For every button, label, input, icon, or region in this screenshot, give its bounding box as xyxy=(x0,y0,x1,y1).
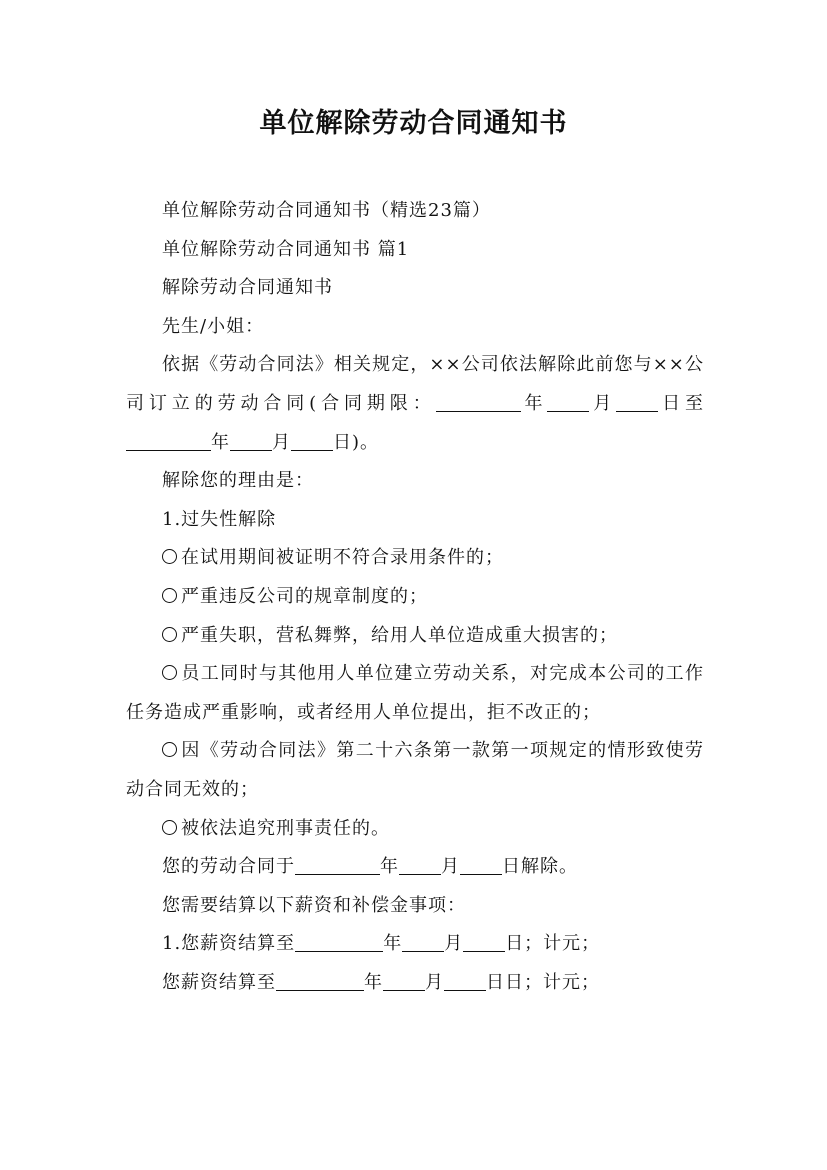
circle-bullet-icon xyxy=(162,820,177,835)
circle-bullet-icon xyxy=(162,627,177,642)
settlement-suffix: 日日；计元； xyxy=(486,971,600,993)
blank-line xyxy=(399,856,441,875)
label-year: 年 xyxy=(380,856,399,878)
reason-item-text: 在试用期间被证明不符合录用条件的； xyxy=(181,547,504,569)
termination-date-line xyxy=(126,848,704,887)
label-day-to: 日至 xyxy=(658,392,704,414)
reason-item-text: 因《劳动合同法》第二十六条第一款第一项规定的情形致使劳动合同无效的； xyxy=(126,740,704,800)
reason-heading: 1.过失性解除 xyxy=(162,508,277,530)
blank-line xyxy=(444,972,486,991)
label-month: 月 xyxy=(444,933,464,955)
blank-line xyxy=(295,856,380,875)
reason-item xyxy=(126,539,704,578)
reason-item-text: 严重失职，营私舞弊，给用人单位造成重大损害的； xyxy=(181,624,618,646)
blank-line xyxy=(383,972,425,991)
blank-line xyxy=(295,933,383,952)
reason-item-text: 被依法追究刑事责任的。 xyxy=(181,817,390,839)
section-heading: 单位解除劳动合同通知书 篇1 xyxy=(162,238,410,260)
reason-item xyxy=(126,655,704,732)
label-month: 月 xyxy=(425,971,444,993)
blank-line xyxy=(616,393,658,412)
settlement-text: 您薪资结算至 xyxy=(162,971,276,993)
notice-heading: 解除劳动合同通知书 xyxy=(162,277,333,299)
termination-text: 您的劳动合同于 xyxy=(162,856,295,878)
contract-paragraph xyxy=(126,346,704,462)
blank-line xyxy=(276,972,364,991)
blank-line xyxy=(230,432,272,451)
settlement-suffix: 日；计元； xyxy=(505,933,601,955)
blank-line xyxy=(463,933,505,952)
reason-item xyxy=(126,617,704,656)
intro-line: 单位解除劳动合同通知书（精选23篇） xyxy=(162,200,491,221)
label-year: 年 xyxy=(520,392,548,414)
circle-bullet-icon xyxy=(162,742,177,757)
salutation: 先生/小姐： xyxy=(162,315,265,337)
reason-item xyxy=(126,578,704,617)
blank-line xyxy=(126,432,211,451)
blank-line xyxy=(402,933,444,952)
settlement-line-1 xyxy=(126,925,704,964)
reason-item xyxy=(126,810,704,849)
termination-suffix: 日解除。 xyxy=(502,856,578,878)
reason-item-text: 员工同时与其他用人单位建立劳动关系，对完成本公司的工作任务造成严重影响，或者经用人单位提出，拒不改正的； xyxy=(126,663,704,723)
contract-text: 依据《劳动合同法》相关规定，××公司依法解除此前您与××公司订立的劳动合同(合同期限： xyxy=(126,354,704,414)
blank-line xyxy=(436,393,521,412)
label-month: 月 xyxy=(441,856,460,878)
label-year: 年 xyxy=(211,431,230,453)
circle-bullet-icon xyxy=(162,588,177,603)
label-year: 年 xyxy=(383,933,403,955)
circle-bullet-icon xyxy=(162,549,177,564)
settlement-line-2 xyxy=(126,964,704,1003)
reason-item xyxy=(126,732,704,809)
blank-line xyxy=(460,856,502,875)
document-body xyxy=(126,192,704,1002)
blank-line xyxy=(547,393,589,412)
settlement-intro: 您需要结算以下薪资和补偿金事项： xyxy=(162,894,466,916)
document-title: 单位解除劳动合同通知书 xyxy=(259,108,568,139)
label-day-end: 日)。 xyxy=(333,431,380,453)
reason-intro: 解除您的理由是： xyxy=(162,470,314,492)
reason-item-text: 严重违反公司的规章制度的； xyxy=(181,585,428,607)
label-month: 月 xyxy=(589,392,617,414)
label-month: 月 xyxy=(272,431,291,453)
label-year: 年 xyxy=(364,971,383,993)
blank-line xyxy=(291,432,333,451)
settlement-text: 1.您薪资结算至 xyxy=(162,933,296,955)
circle-bullet-icon xyxy=(162,665,177,680)
